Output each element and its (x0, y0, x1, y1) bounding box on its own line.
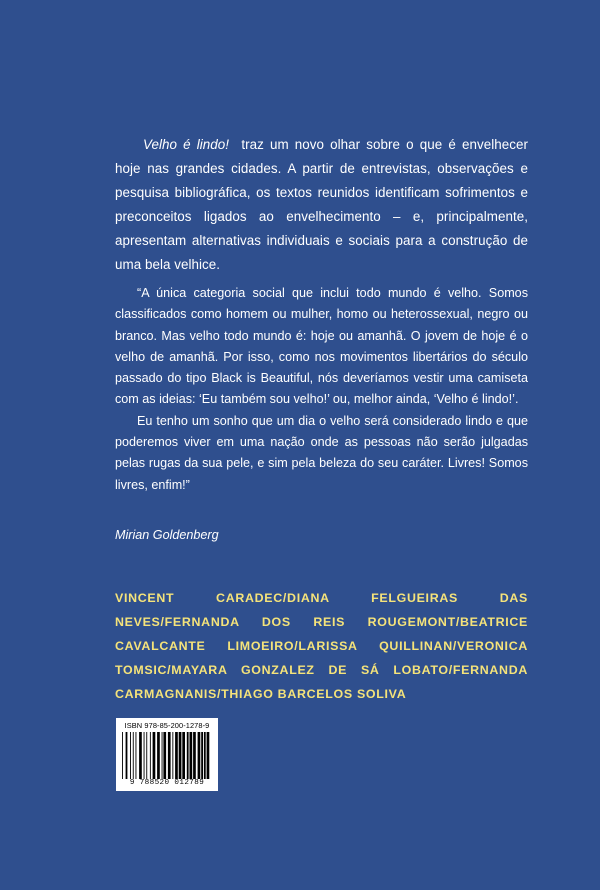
barcode-icon (120, 732, 214, 779)
barcode-number: 9 788520 012789 (129, 779, 205, 787)
quote-paragraph-1: “A única categoria social que inclui todo mundo é velho. Somos classificados como homem ou mulher, homo ou heterossexual, negro ou branco. Mas velho todo mundo é: hoje ou amanhã. O jovem de hoje é o velho de amanhã. Por isso, como nos movimentos libertários do século passado do tipo Black is Beautiful, nós deveríamos vestir uma camiseta com as ideias: ‘Eu também sou velho!’ ou, melhor ainda, ‘Velho é lindo!’. (115, 286, 528, 407)
intro-blurb (115, 133, 528, 277)
barcode-box (116, 718, 218, 791)
quote-signature: Mirian Goldenberg (115, 528, 219, 542)
book-title: Velho é lindo! (143, 137, 230, 152)
intro-text: traz um novo olhar sobre o que é envelhecer hoje nas grandes cidades. A partir de entrevistas, observações e pesquisa bibliográfica, os textos reunidos identificam sofrimentos e preconceitos ligados ao envelhecimento – e, principalmente, apresentam alternativas individuais e sociais para a construção de uma bela velhice. (115, 137, 529, 272)
authors-list: VINCENT CARADEC/DIANA FELGUEIRAS DAS NEVES/FERNANDA DOS REIS ROUGEMONT/BEATRICE CAVALCANTE LIMOEIRO/LARISSA QUILLINAN/VERONICA TOMSIC/MAYARA GONZALEZ DE SÁ LOBATO/FERNANDA CARMAGNANIS/THIAGO BARCELOS SOLIVA (115, 591, 528, 701)
isbn-label: ISBN 978-85-200-1278-9 (124, 721, 210, 730)
quote-block (115, 283, 528, 496)
quote-paragraph-2: Eu tenho um sonho que um dia o velho será considerado lindo e que poderemos viver em uma nação onde as pessoas não serão julgadas pelas rugas da sua pele, e sim pela beleza do seu caráter. Livres! Somos livres, enfim!” (115, 413, 528, 492)
